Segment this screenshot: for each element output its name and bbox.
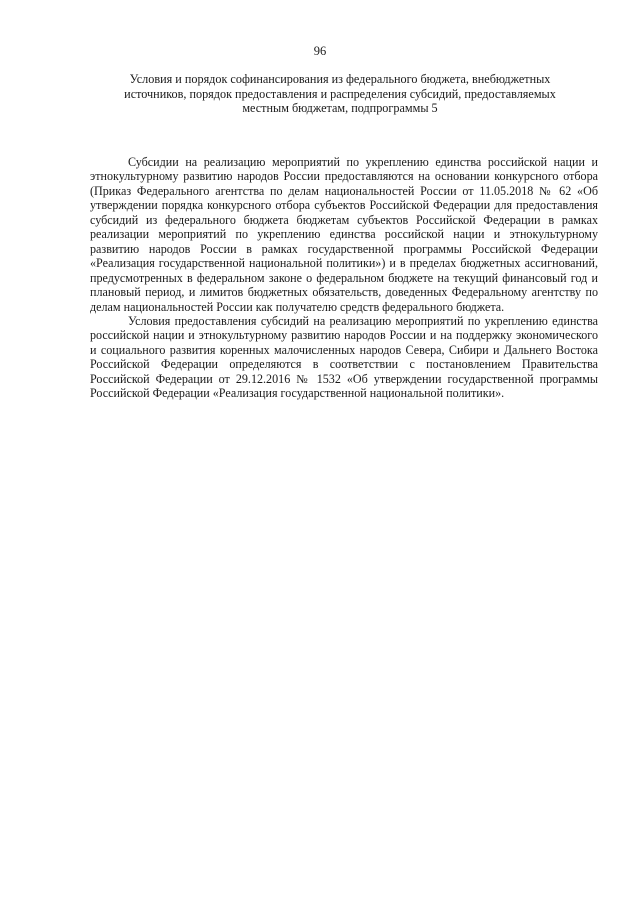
paragraph-subsidies-conditions: Условия предоставления субсидий на реализацию мероприятий по укреплению единства российской нации и этнокультурному развитию народов России и на поддержку экономического и социального развития коренных малочисленных народов Севера, Сибири и Дальнего Востока Российской Федерации определяются в соответствии с постановлением Правительства Российской Федерации от 29.12.2016 № 1532 «Об утверждении государственной программы Российской Федерации «Реализация государственной национальной политики». — [90, 313, 598, 401]
page-number: 96 — [313, 44, 327, 58]
section-heading: Условия и порядок софинансирования из федерального бюджета, внебюджетных источников, порядок предоставления и распределения субсидий, предоставляемых местным бюджетам, подпрограммы 5 — [124, 72, 556, 115]
body-text — [90, 155, 598, 401]
paragraph-subsidies-basis: Субсидии на реализацию мероприятий по укреплению единства российской нации и этнокультурному развитию народов России предоставляются на основании конкурсного отбора (Приказ Федерального агентства по делам национальностей России от 11.05.2018 № 62 «Об утверждении порядка конкурсного отбора субъектов Российской Федерации для предоставления субсидий из федерального бюджета бюджетам субъектов Российской Федерации в рамках реализации мероприятий по укреплению единства российской нации и этнокультурному развитию народов России в рамках государственной программы Российской Федерации «Реализация государственной национальной политики») и в пределах бюджетных ассигнований, предусмотренных в федеральном законе о федеральном бюджете на текущий финансовый год и плановый период, и лимитов бюджетных обязательств, доведенных Федеральному агентству по делам национальностей России как получателю средств федерального бюджета. — [90, 155, 598, 314]
